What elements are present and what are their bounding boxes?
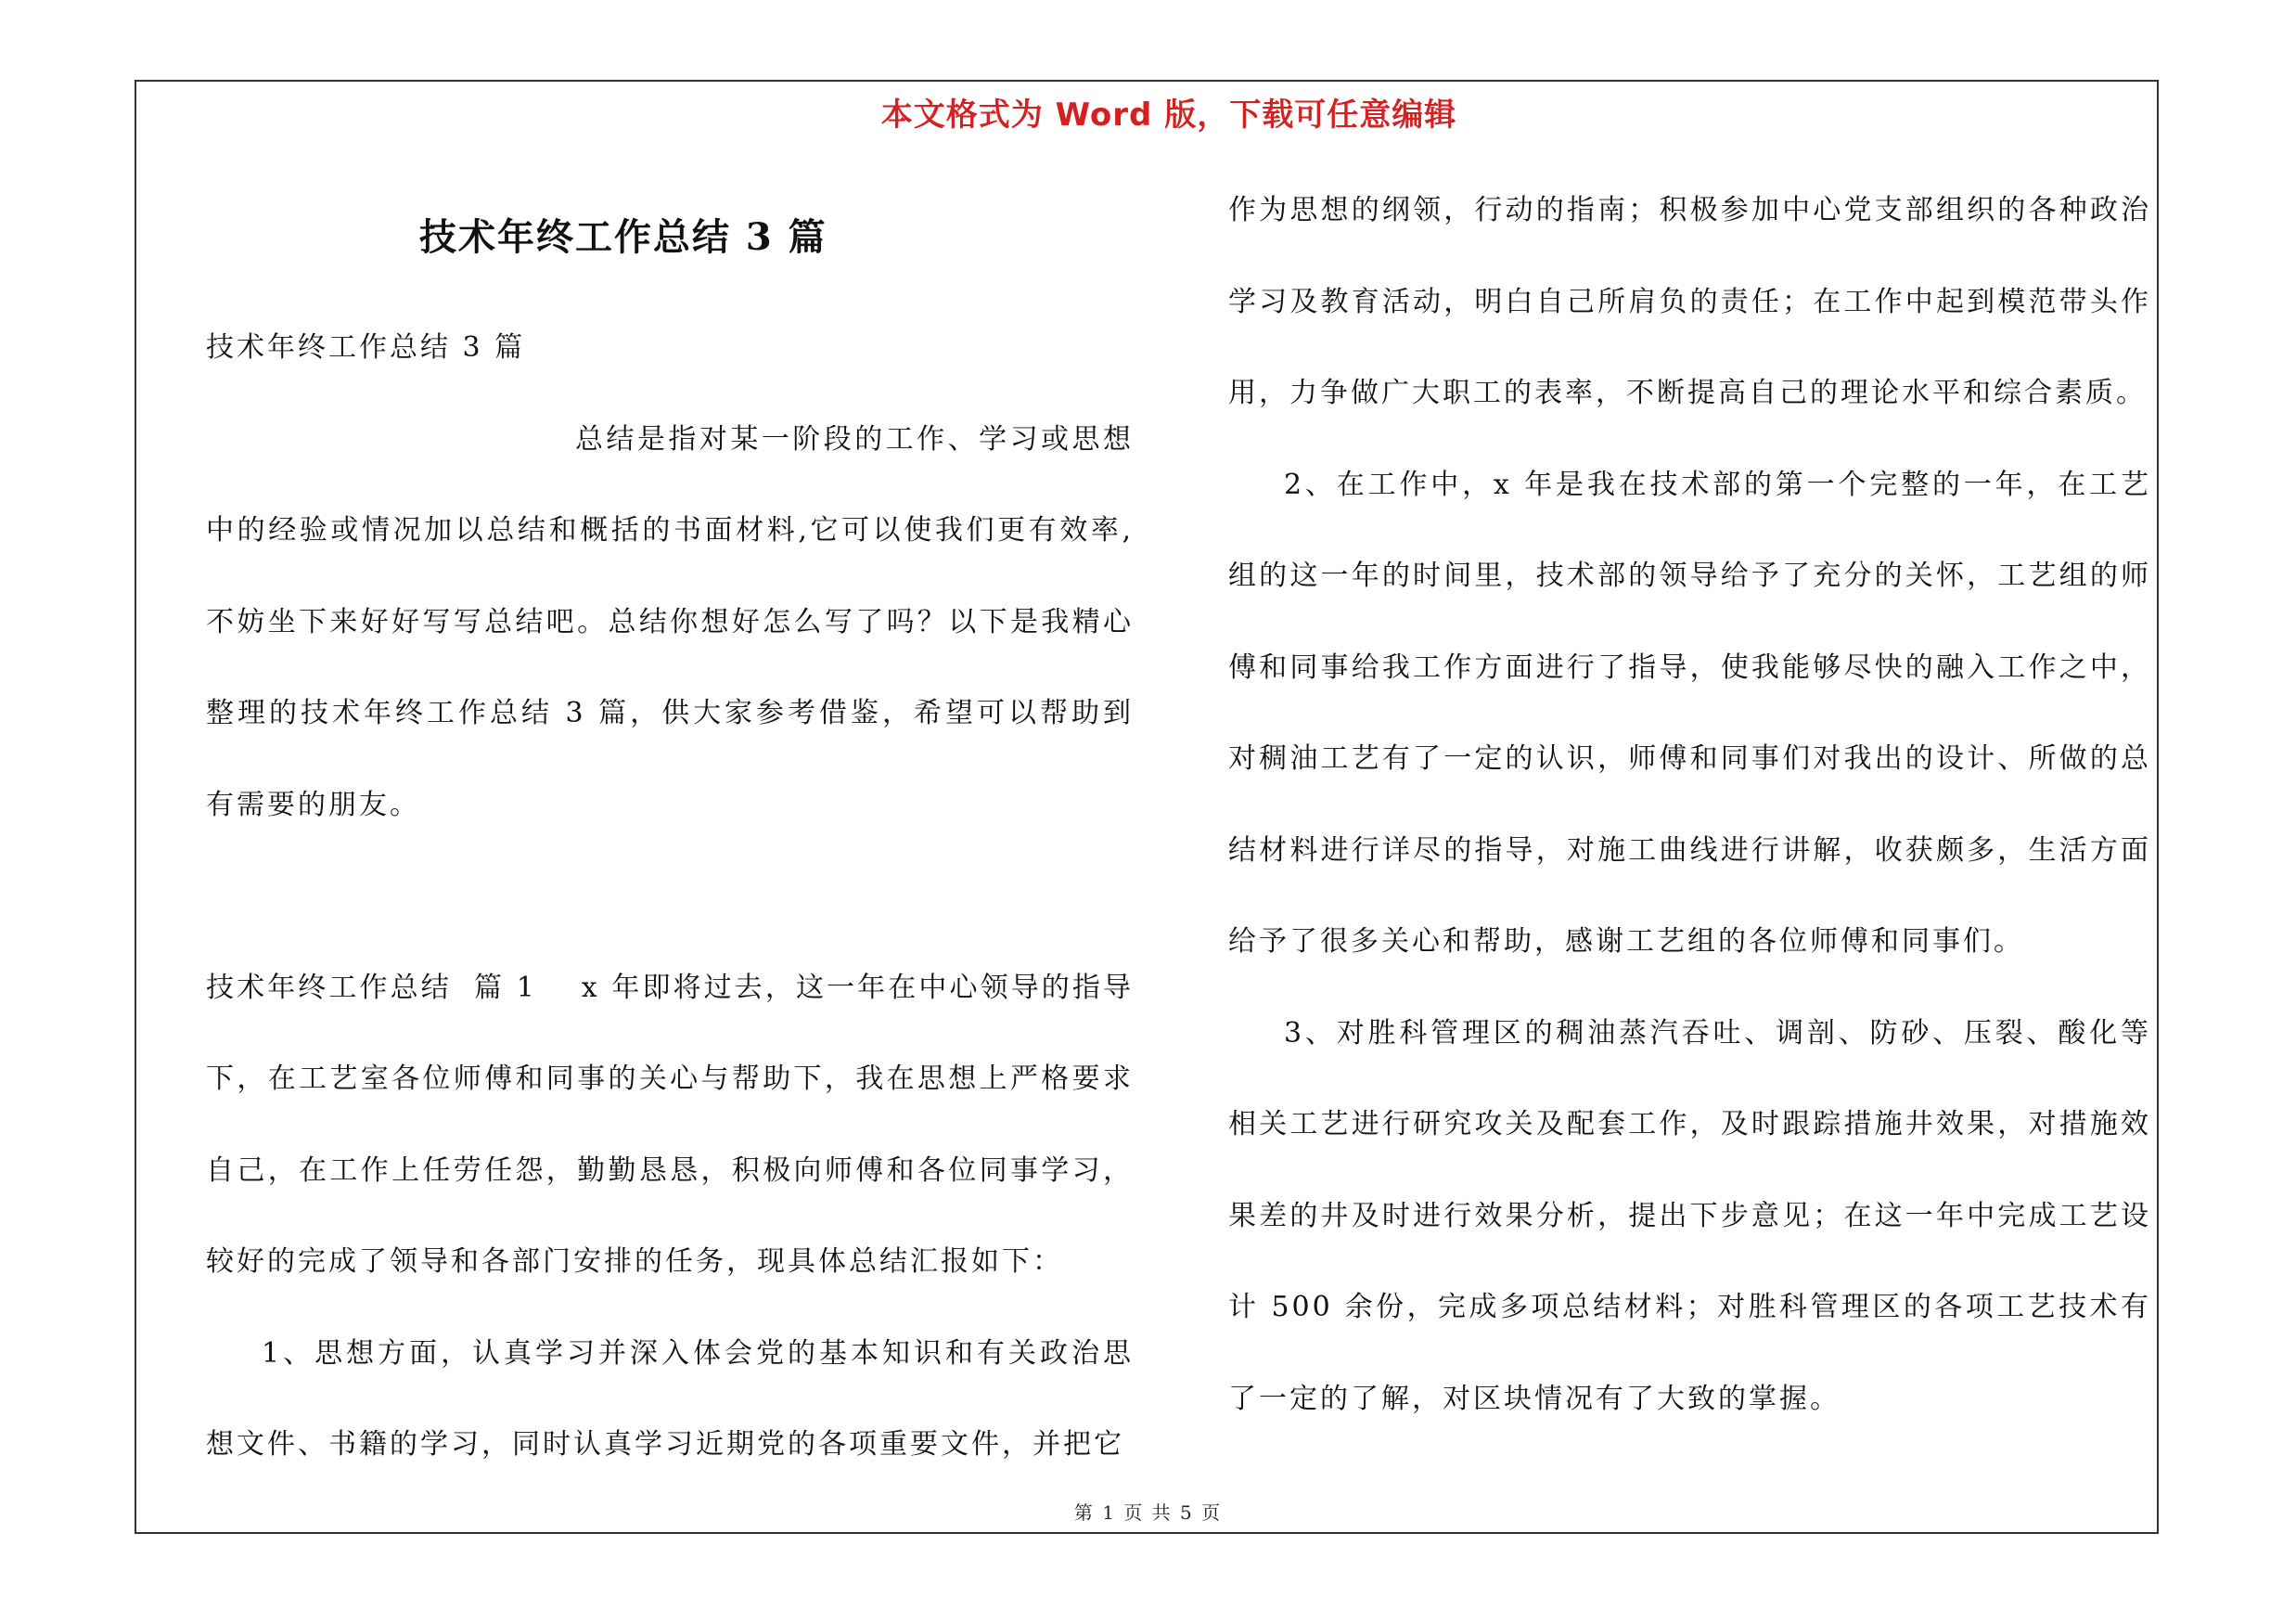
right-column (1228, 165, 2151, 1445)
section-1-paragraph (206, 943, 1134, 1308)
format-banner: 本文格式为 Word 版，下载可任意编辑 (880, 97, 1457, 134)
point-2-paragraph: 2、在工作中，x 年是我在技术部的第一个完整的一年，在工艺组的这一年的时间里，技术部的领导给予了充分的关怀，工艺组的师傅和同事给我工作方面进行了指导，使我能够尽快的融入工作之中，对稠油工艺有了一定的认识，师傅和同事们对我出的设计、所做的总结材料进行详尽的指导，对施工曲线进行讲解，收获颇多，生活方面给予了很多关心和帮助，感谢工艺组的各位师傅和同事们。 (1228, 468, 2151, 958)
page-number-footer: 第 1 页 共 5 页 (1073, 1501, 1223, 1524)
point-1-continued: 作为思想的纲领，行动的指南；积极参加中心党支部组织的各种政治学习及教育活动，明白自己所肩负的责任；在工作中起到模范带头作用，力争做广大职工的表率，不断提高自己的理论水平和综合素质。 (1228, 194, 2151, 409)
subtitle: 技术年终工作总结 3 篇 (206, 331, 526, 364)
intro-paragraph: 总结是指对某一阶段的工作、学习或思想中的经验或情况加以总结和概括的书面材料,它可以使我们更有效率,不妨坐下来好好写写总结吧。总结你想好怎么写了吗？以下是我精心整理的技术年终工作总结 3 篇，供大家参考借鉴，希望可以帮助到有需要的朋友。 (206, 422, 1134, 821)
point-3-paragraph: 3、对胜科管理区的稠油蒸汽吞吐、调剖、防砂、压裂、酸化等相关工艺进行研究攻关及配套工作，及时跟踪措施井效果，对措施效果差的井及时进行效果分析，提出下步意见；在这一年中完成工艺设计 500 余份，完成多项总结材料；对胜科管理区的各项工艺技术有了一定的了解，对区块情况有了大致的掌握。 (1228, 1016, 2151, 1415)
document-title: 技术年终工作总结 3 篇 (419, 215, 827, 259)
section-1-heading: 技术年终工作总结 (206, 971, 452, 1004)
section-1-opening: x 年即将过去，这一年在中心领导的指导下，在工艺室各位师傅和同事的关心与帮助下，我在思想上严格要求自己，在工作上任劳任怨，勤勤恳恳，积极向师傅和各位同事学习，较好的完成了领导和各部门安排的任务，现具体总结汇报如下： (206, 971, 1135, 1278)
left-column (206, 303, 1134, 1491)
point-1-paragraph: 1、思想方面，认真学习并深入体会党的基本知识和有关政治思想文件、书籍的学习，同时认真学习近期党的各项重要文件，并把它 (206, 1336, 1134, 1461)
spacer (206, 851, 1134, 943)
section-1-number: 篇 1 (473, 971, 537, 1004)
